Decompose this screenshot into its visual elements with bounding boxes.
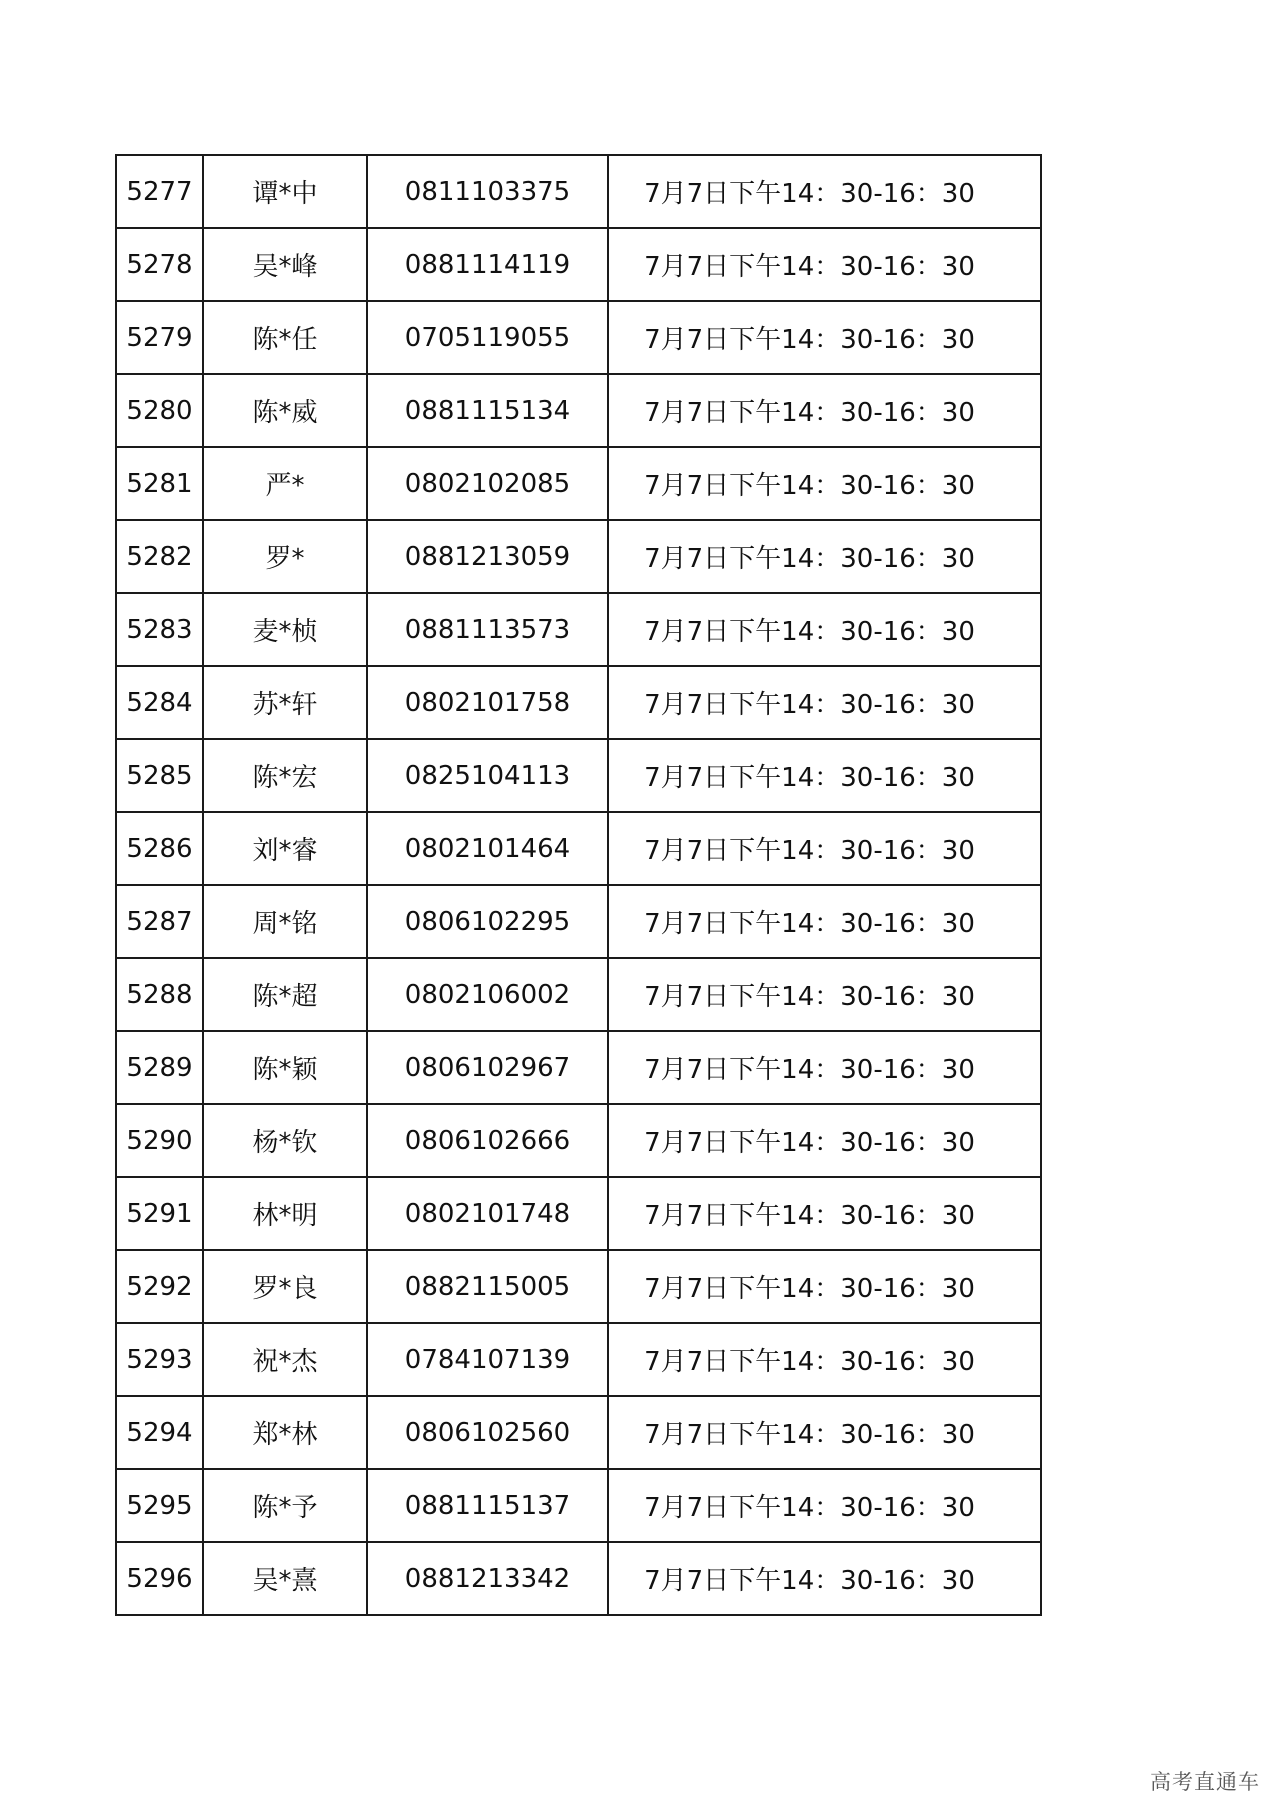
row-number: 5296 [116, 1542, 203, 1615]
table-row [116, 812, 1041, 885]
candidate-name: 陈*宏 [203, 739, 367, 812]
exam-time: 7月7日下午14：30-16：30 [608, 739, 1041, 812]
exam-time: 7月7日下午14：30-16：30 [608, 1250, 1041, 1323]
watermark: 高考直通车 [1150, 1770, 1260, 1794]
exam-time: 7月7日下午14：30-16：30 [608, 666, 1041, 739]
candidate-name: 陈*颖 [203, 1031, 367, 1104]
candidate-name: 杨*钦 [203, 1104, 367, 1177]
candidate-id: 0802106002 [367, 958, 608, 1031]
candidate-id: 0881115134 [367, 374, 608, 447]
row-number: 5284 [116, 666, 203, 739]
candidate-id: 0806102560 [367, 1396, 608, 1469]
row-number: 5280 [116, 374, 203, 447]
row-number: 5292 [116, 1250, 203, 1323]
table-row [116, 739, 1041, 812]
table-row [116, 155, 1041, 228]
row-number: 5294 [116, 1396, 203, 1469]
candidate-name: 陈*威 [203, 374, 367, 447]
candidate-name: 罗*良 [203, 1250, 367, 1323]
exam-time: 7月7日下午14：30-16：30 [608, 1469, 1041, 1542]
row-number: 5281 [116, 447, 203, 520]
exam-time: 7月7日下午14：30-16：30 [608, 1396, 1041, 1469]
candidate-id: 0882115005 [367, 1250, 608, 1323]
table-row [116, 1031, 1041, 1104]
candidate-id: 0802101464 [367, 812, 608, 885]
row-number: 5289 [116, 1031, 203, 1104]
row-number: 5277 [116, 155, 203, 228]
exam-time: 7月7日下午14：30-16：30 [608, 593, 1041, 666]
row-number: 5286 [116, 812, 203, 885]
row-number: 5288 [116, 958, 203, 1031]
candidate-name: 祝*杰 [203, 1323, 367, 1396]
row-number: 5285 [116, 739, 203, 812]
candidate-name: 林*明 [203, 1177, 367, 1250]
candidate-id: 0881114119 [367, 228, 608, 301]
exam-time: 7月7日下午14：30-16：30 [608, 812, 1041, 885]
candidate-id: 0806102666 [367, 1104, 608, 1177]
candidate-name: 罗* [203, 520, 367, 593]
candidate-name: 苏*轩 [203, 666, 367, 739]
candidate-id: 0705119055 [367, 301, 608, 374]
candidate-id: 0806102967 [367, 1031, 608, 1104]
exam-time: 7月7日下午14：30-16：30 [608, 447, 1041, 520]
row-number: 5290 [116, 1104, 203, 1177]
row-number: 5293 [116, 1323, 203, 1396]
table-row [116, 1177, 1041, 1250]
exam-time: 7月7日下午14：30-16：30 [608, 1031, 1041, 1104]
row-number: 5287 [116, 885, 203, 958]
table-row [116, 374, 1041, 447]
candidate-name: 陈*超 [203, 958, 367, 1031]
exam-time: 7月7日下午14：30-16：30 [608, 155, 1041, 228]
exam-time: 7月7日下午14：30-16：30 [608, 958, 1041, 1031]
table-row [116, 958, 1041, 1031]
table-row [116, 593, 1041, 666]
candidate-id: 0806102295 [367, 885, 608, 958]
exam-time: 7月7日下午14：30-16：30 [608, 1323, 1041, 1396]
candidate-name: 吴*熹 [203, 1542, 367, 1615]
candidate-name: 麦*桢 [203, 593, 367, 666]
table-row [116, 1469, 1041, 1542]
candidate-id: 0881113573 [367, 593, 608, 666]
candidate-name: 严* [203, 447, 367, 520]
exam-time: 7月7日下午14：30-16：30 [608, 228, 1041, 301]
roster-table-body [116, 155, 1041, 1615]
candidate-id: 0881213342 [367, 1542, 608, 1615]
row-number: 5291 [116, 1177, 203, 1250]
candidate-id: 0802101748 [367, 1177, 608, 1250]
exam-time: 7月7日下午14：30-16：30 [608, 1104, 1041, 1177]
row-number: 5295 [116, 1469, 203, 1542]
candidate-id: 0811103375 [367, 155, 608, 228]
candidate-name: 吴*峰 [203, 228, 367, 301]
exam-time: 7月7日下午14：30-16：30 [608, 374, 1041, 447]
candidate-name: 周*铭 [203, 885, 367, 958]
table-row [116, 228, 1041, 301]
table-row [116, 1323, 1041, 1396]
candidate-id: 0881115137 [367, 1469, 608, 1542]
table-row [116, 1104, 1041, 1177]
candidate-id: 0784107139 [367, 1323, 608, 1396]
table-row [116, 1396, 1041, 1469]
table-row [116, 301, 1041, 374]
candidate-name: 谭*中 [203, 155, 367, 228]
candidate-name: 刘*睿 [203, 812, 367, 885]
exam-time: 7月7日下午14：30-16：30 [608, 1177, 1041, 1250]
row-number: 5283 [116, 593, 203, 666]
table-row [116, 666, 1041, 739]
candidate-id: 0802101758 [367, 666, 608, 739]
candidate-name: 陈*予 [203, 1469, 367, 1542]
candidate-name: 陈*任 [203, 301, 367, 374]
table-row [116, 520, 1041, 593]
candidate-id: 0825104113 [367, 739, 608, 812]
exam-time: 7月7日下午14：30-16：30 [608, 885, 1041, 958]
exam-time: 7月7日下午14：30-16：30 [608, 520, 1041, 593]
exam-time: 7月7日下午14：30-16：30 [608, 301, 1041, 374]
roster-table [115, 154, 1042, 1616]
exam-time: 7月7日下午14：30-16：30 [608, 1542, 1041, 1615]
table-row [116, 1250, 1041, 1323]
candidate-name: 郑*林 [203, 1396, 367, 1469]
candidate-id: 0881213059 [367, 520, 608, 593]
table-row [116, 885, 1041, 958]
row-number: 5282 [116, 520, 203, 593]
candidate-id: 0802102085 [367, 447, 608, 520]
table-row [116, 1542, 1041, 1615]
row-number: 5279 [116, 301, 203, 374]
row-number: 5278 [116, 228, 203, 301]
table-row [116, 447, 1041, 520]
